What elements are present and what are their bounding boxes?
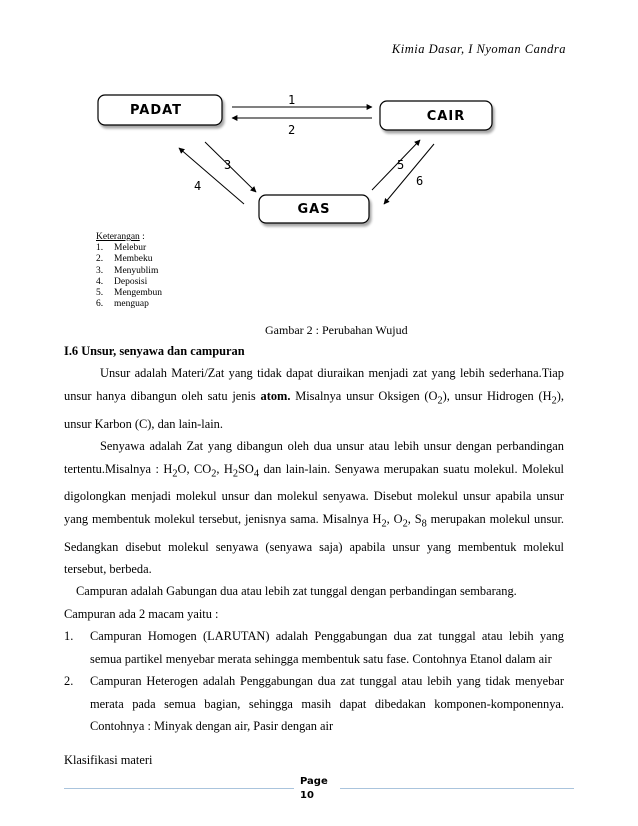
legend-item-label: Deposisi	[114, 276, 148, 287]
list-item	[64, 670, 564, 737]
legend-item-label: menguap	[114, 299, 149, 310]
legend-item	[96, 254, 162, 265]
legend-item-number: 6.	[96, 299, 104, 310]
arrow-evaporation	[384, 144, 434, 204]
section-title: I.6 Unsur, senyawa dan campuran	[64, 344, 245, 358]
text-run: O, CO	[177, 461, 212, 476]
legend-item	[96, 266, 162, 277]
subscript: 2	[211, 467, 217, 479]
arrow-label-3: 3	[224, 158, 232, 172]
liquid-state-label: CAIR	[426, 109, 466, 124]
page-number-value: 10	[300, 790, 314, 801]
text-run: , O	[386, 511, 403, 526]
legend-item-number: 1.	[96, 243, 104, 254]
legend-item-label: Menyublim	[114, 265, 159, 276]
subscript: 4	[253, 467, 260, 479]
arrow-label-5: 5	[397, 158, 405, 172]
paragraph-campuran-types: Campuran ada 2 macam yaitu :	[64, 606, 219, 621]
paragraph-klasifikasi: Klasifikasi materi	[64, 753, 153, 768]
bold-term: atom.	[260, 388, 291, 403]
text-run: Unsur adalah Materi/Zat yang tidak dapat diuraikan menjadi zat yang lebih sederhana.Tiap unsur hanya dibangun oleh satu jenis	[64, 366, 564, 403]
subscript: 2	[551, 395, 557, 407]
text-run: merupakan molekul unsur. Sedangkan disebut molekul senyawa (senyawa saja) apabila unsur yang membentuk molekul tersebut, berbeda.	[64, 511, 564, 577]
mixture-types-list	[64, 625, 564, 737]
list-item-text: Campuran Heterogen adalah Penggabungan dua zat tunggal atau lebih yang tidak menyebar merata pada semua bagian, sehingga masih dapat dibedakan komponen-komponennya. Contohnya : Minyak dengan air, Pasir dengan air	[90, 674, 564, 733]
running-header: Kimia Dasar, I Nyoman Candra	[391, 42, 566, 56]
paragraph-unsur	[64, 362, 564, 435]
list-item-text: Campuran Homogen (LARUTAN) adalah Penggabungan dua zat tunggal atau lebih yang semua partikel menyebar merata sehingga membentuk satu fase. Contohnya Etanol dalam air	[90, 629, 564, 666]
arrow-label-6: 6	[416, 174, 424, 188]
arrow-condensation	[372, 140, 420, 190]
arrow-label-2: 2	[288, 123, 296, 137]
paragraph-campuran: Campuran adalah Gabungan dua atau lebih zat tunggal dengan perbandingan sembarang.	[76, 584, 517, 599]
page-label: Page	[300, 776, 328, 787]
list-item	[64, 625, 564, 670]
legend-item-label: Mengembun	[114, 288, 163, 299]
subscript: 8	[421, 518, 427, 530]
arrow-label-4: 4	[194, 179, 202, 193]
paragraph-senyawa	[64, 435, 564, 580]
list-item-number: 1.	[64, 629, 74, 644]
legend-item-label: Melebur	[114, 243, 147, 254]
legend-item-number: 3.	[96, 265, 104, 276]
legend-list	[96, 243, 162, 310]
solid-state-label: PADAT	[129, 103, 183, 118]
text-run: Misalnya unsur Oksigen (O	[290, 388, 438, 403]
text-run: SO	[238, 461, 254, 476]
legend-item-label: Membeku	[114, 254, 153, 265]
text-run: Senyawa adalah Zat yang dibangun oleh dua unsur atau lebih unsur dengan perbandingan tertentu.Misalnya : H	[64, 439, 564, 476]
diagram-legend	[96, 232, 162, 310]
legend-item	[96, 277, 162, 288]
legend-heading	[96, 232, 162, 243]
arrow-deposition	[179, 148, 244, 204]
text-run: dan lain-lain. Senyawa merupakan suatu molekul. Molekul digolongkan menjadi molekul unsur dan molekul senyawa. Disebut molekul unsur apabila unsur yang membentuk molekul tersebut, jenisnya sama. Misalnya H	[64, 461, 564, 526]
legend-item	[96, 288, 162, 299]
subscript: 2	[232, 467, 239, 479]
arrow-label-1: 1	[288, 93, 296, 107]
subscript: 2	[172, 467, 178, 479]
subscript: 2	[402, 518, 408, 530]
text-run: ), unsur Hidrogen (H	[442, 388, 552, 403]
footer-rule-left	[64, 788, 294, 789]
legend-item-number: 5.	[96, 288, 104, 299]
footer-rule-right	[340, 788, 574, 789]
gas-state-label: GAS	[297, 202, 331, 217]
legend-item	[96, 299, 162, 310]
legend-item-number: 2.	[96, 254, 104, 265]
text-run: , H	[216, 461, 233, 476]
page-number	[300, 775, 328, 803]
figure-caption: Gambar 2 : Perubahan Wujud	[265, 323, 408, 337]
subscript: 2	[381, 518, 387, 530]
legend-item	[96, 243, 162, 254]
legend-colon: :	[139, 232, 145, 242]
list-item-number: 2.	[64, 674, 74, 689]
text-run: , S	[407, 511, 422, 526]
legend-title: Keterangan	[96, 232, 140, 242]
main-content	[64, 340, 564, 772]
text-run: ), unsur Karbon (C), dan lain-lain.	[64, 388, 564, 431]
legend-item-number: 4.	[96, 276, 104, 287]
subscript: 2	[437, 395, 443, 407]
page-footer	[0, 775, 638, 815]
